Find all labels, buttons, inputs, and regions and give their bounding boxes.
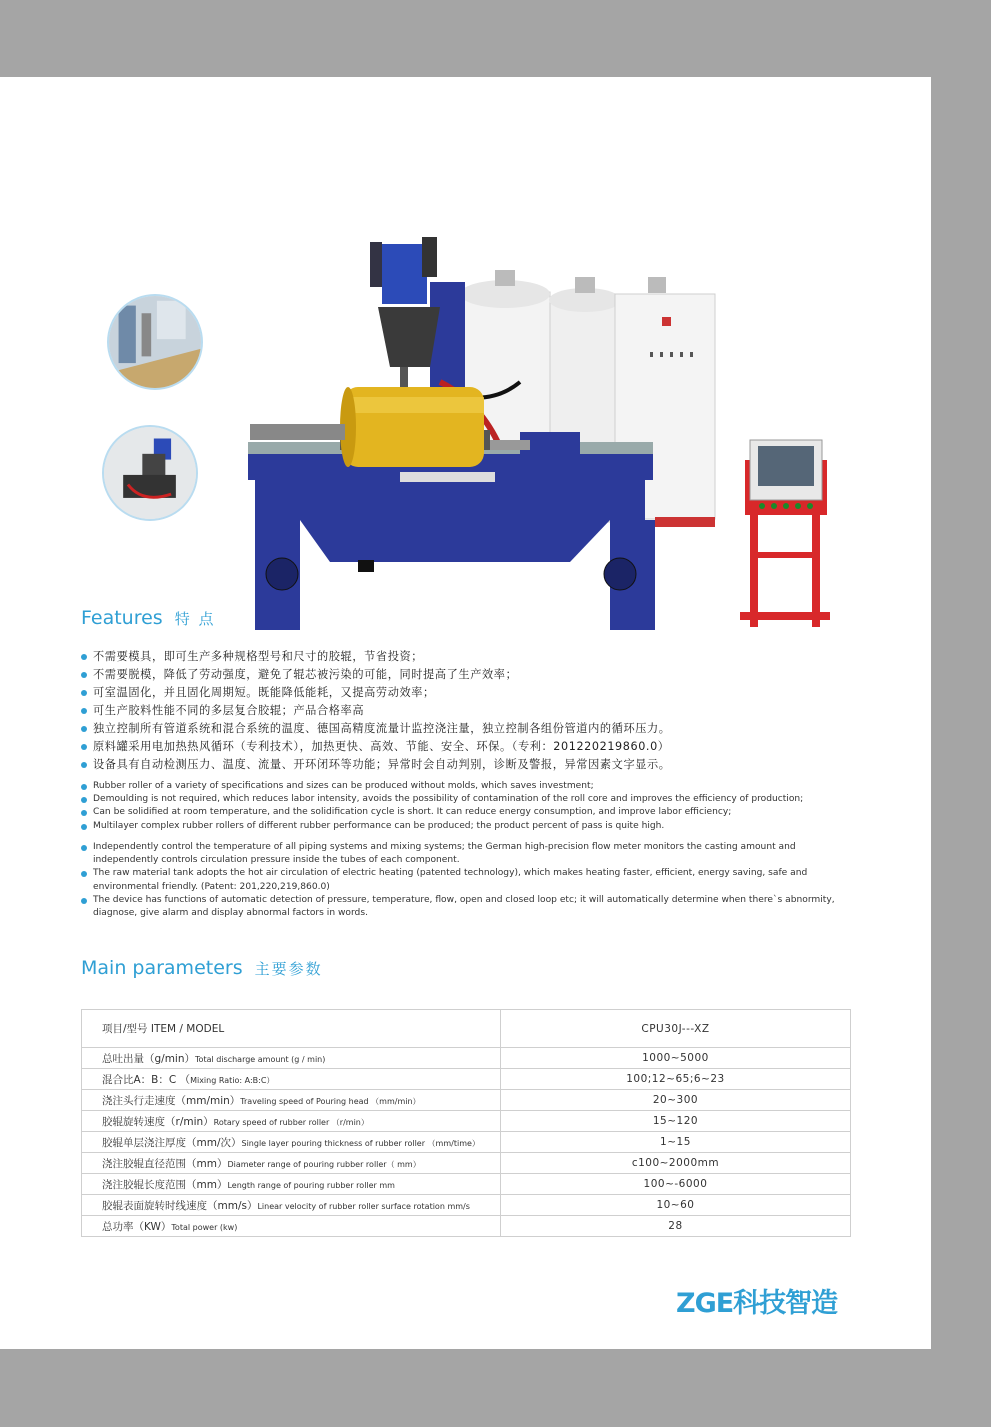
row-label-zh: 胶辊单层浇注厚度（mm/次）	[102, 1136, 242, 1149]
table-row	[82, 1153, 851, 1174]
row-label-en: Mixing Ratio: A:B:C）	[190, 1075, 275, 1085]
list-item: The device has functions of automatic detection of pressure, temperature, flow, open and closed loop etc; it will automatically determine when there`s abnormity, diagnose, give alarm and display abnormal factors in words.	[81, 894, 851, 920]
row-value: 20~300	[500, 1090, 850, 1111]
list-item: 独立控制所有管道系统和混合系统的温度、德国高精度流量计监控浇注量，独立控制各组份管道内的循环压力。	[81, 720, 851, 738]
table-row	[82, 1216, 851, 1237]
header-label: 项目/型号 ITEM / MODEL	[82, 1010, 501, 1048]
row-label-zh: 胶辊旋转速度（r/min）	[102, 1115, 214, 1128]
parameters-title-en: Main parameters	[81, 957, 243, 979]
parameters-heading	[81, 957, 323, 979]
row-label-en: Linear velocity of rubber roller surface rotation mm/s	[257, 1201, 470, 1211]
table-row	[82, 1174, 851, 1195]
parameters-title-cn: 主要参数	[254, 960, 323, 978]
row-label-zh: 胶辊表面旋转时线速度（mm/s）	[102, 1199, 258, 1212]
list-item: Independently control the temperature of all piping systems and mixing systems; the German high-precision flow meter monitors the casting amount and independently controls circulation pressure inside the tubes of each component.	[81, 841, 851, 867]
table-row	[82, 1090, 851, 1111]
table-row	[82, 1195, 851, 1216]
brand-logo: ZGE科技智造	[676, 1288, 838, 1319]
row-label-en: Traveling speed of Pouring head （mm/min）	[240, 1096, 421, 1106]
row-label-en: Rotary speed of rubber roller （r/min）	[213, 1117, 369, 1127]
row-label-zh: 混合比A：B：C （	[102, 1073, 191, 1086]
list-item: The raw material tank adopts the hot air circulation of electric heating (patented technology), which makes heating faster, efficient, energy saving, safe and environmental friendly. (Patent: 201,220,219,860.0)	[81, 867, 851, 893]
list-item: 原料罐采用电加热热风循环（专利技术），加热更快、高效、节能、安全、环保。（专利：201220219860.0）	[81, 738, 851, 756]
row-value: 1000~5000	[500, 1048, 850, 1069]
list-item: 不需要脱模，降低了劳动强度，避免了辊芯被污染的可能，同时提高了生产效率；	[81, 666, 851, 684]
parameters-table	[81, 1009, 851, 1237]
table-row	[82, 1069, 851, 1090]
row-label-en: Total discharge amount (g / min)	[195, 1054, 326, 1064]
table-header-row	[82, 1010, 851, 1048]
row-value: 15~120	[500, 1111, 850, 1132]
features-en-list-b	[81, 841, 851, 920]
list-item: Can be solidified at room temperature, and the solidification cycle is short. It can reduce energy consumption, and improve labor efficiency;	[81, 806, 851, 819]
row-label-en: Single layer pouring thickness of rubber roller （mm/time）	[241, 1138, 480, 1148]
machine-illustration	[100, 232, 860, 632]
table-row	[82, 1111, 851, 1132]
row-value: c100~2000mm	[500, 1153, 850, 1174]
features-heading	[81, 607, 215, 629]
row-value: 28	[500, 1216, 850, 1237]
features-cn-list-a	[81, 648, 851, 720]
row-value: 100~-6000	[500, 1174, 850, 1195]
list-item: Multilayer complex rubber rollers of different rubber performance can be produced; the product percent of pass is quite high.	[81, 820, 851, 833]
row-value: 10~60	[500, 1195, 850, 1216]
list-item: 设备具有自动检测压力、温度、流量、开环闭环等功能；异常时会自动判别，诊断及警报，异常因素文字显示。	[81, 756, 851, 774]
features-title-cn: 特 点	[174, 610, 216, 628]
list-item: 可室温固化，并且固化周期短。既能降低能耗，又提高劳动效率；	[81, 684, 851, 702]
row-label-en: Total power (kw)	[171, 1222, 238, 1232]
row-label-en: Length range of pouring rubber roller mm	[227, 1180, 395, 1190]
row-value: 100;12~65;6~23	[500, 1069, 850, 1090]
list-item: Demoulding is not required, which reduces labor intensity, avoids the possibility of contamination of the roll core and improves the efficiency of production;	[81, 793, 851, 806]
list-item: 不需要模具，即可生产多种规格型号和尺寸的胶辊，节省投资；	[81, 648, 851, 666]
row-label-zh: 浇注胶辊长度范围（mm）	[102, 1178, 228, 1191]
row-label-zh: 浇注头行走速度（mm/min）	[102, 1094, 241, 1107]
list-item: Rubber roller of a variety of specifications and sizes can be produced without molds, which saves investment;	[81, 780, 851, 793]
features-en-list-a	[81, 780, 851, 833]
detail-photo-2	[102, 425, 198, 521]
row-label-zh: 总功率（KW）	[102, 1220, 172, 1233]
detail-photo-1	[107, 294, 203, 390]
features-cn-list-b	[81, 720, 851, 774]
table-row	[82, 1132, 851, 1153]
features-title-en: Features	[81, 607, 163, 629]
row-label-zh: 总吐出量（g/min）	[102, 1052, 196, 1065]
table-row	[82, 1048, 851, 1069]
row-label-en: Diameter range of pouring rubber roller（ mm）	[227, 1159, 421, 1169]
list-item: 可生产胶料性能不同的多层复合胶辊；产品合格率高	[81, 702, 851, 720]
header-model: CPU30J---XZ	[500, 1010, 850, 1048]
row-value: 1~15	[500, 1132, 850, 1153]
row-label-zh: 浇注胶辊直径范围（mm）	[102, 1157, 228, 1170]
